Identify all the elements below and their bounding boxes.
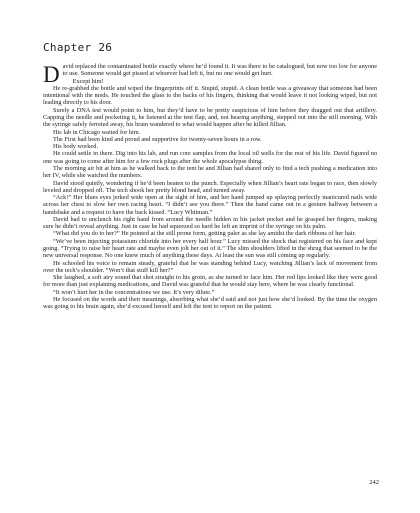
paragraph: “What did you do to her?” He pointed at the still prone form, getting paler as she lay amidst the dark ribbons of her hair.	[53, 230, 356, 238]
paragraph: The First had been kind and proud and supportive for twenty-seven hours in a row.	[53, 135, 262, 143]
page-number: 242	[369, 479, 379, 486]
paragraph: Surely a DNA test would point to him, but they’d have to be pretty suspicious of him before they dragged out that artillery. Capping the needle and pocketing it, he listened at the tent flap, and, not hearing anything, stepped out into the still morning. With the syringe safely ferreted away, his brain wandered to what would happen after he killed Jillian.	[43, 106, 377, 129]
paragraph: His lab in Chicago waited for him.	[53, 128, 141, 136]
paragraph: The morning air bit at him as he walked back to the tent he and Jillian had shared only to find a tech pushing a medication into her IV, while she watched the numbers.	[43, 164, 377, 180]
paragraph: Except him!	[72, 77, 104, 85]
paragraph: She laughed, a soft airy sound that shot straight to his groin, as she turned to face him. Her red lips looked like they were good for more than just explaining medications, and David was grateful that he would stay here, where he was clearly functional.	[43, 274, 377, 289]
paragraph: He focused on the words and their meanings, absorbing what she’d said and not just how she’d looked. By the time the oxygen was going to his brain again, she’d excused herself and left the tent to report on the patient.	[43, 296, 377, 311]
paragraph: He re-grabbed the bottle and wiped the fingerprints off it. Stupid, stupid. A clean bottle was a giveaway that someone had been intentional with the meds. He touched the glass to the backs of his fingers, thinking that would leave it not looking wiped, but not leading directly to his door.	[43, 84, 377, 107]
drop-cap: D	[43, 63, 60, 87]
paragraph: He schooled his voice to remain steady, grateful that he was standing behind Lucy, watching Jillian’s lack of movement from over the tech’s shoulder. “Won’t that stuff kill her?”	[43, 259, 377, 274]
paragraph: His body worked.	[53, 143, 98, 151]
paragraph: David stood quietly, wondering if he’d been beaten to the punch. Especially when Jillian’s heart rate began to race, then slowly leveled and dropped off. The tech shook her pretty blond head, and turned away.	[43, 179, 377, 194]
paragraph: He could settle in there. Dig into his lab, and run core samples from the local oil wells for the rest of his life. David figured no one was going to come after him for a few rock plugs after the whole apocalypse thing.	[43, 150, 377, 165]
paragraph: “It won’t hurt her in the concentrations we use. It’s very dilute.”	[53, 288, 215, 296]
body-text	[43, 63, 377, 473]
paragraph: “We’ve been injecting potassium chloride into her every half hour.” Lucy missed the shock that registered on his face and kept going. “Trying to raise her heart rate and maybe even jolt her out of it.” The slim shoulders lifted in the shrug that seemed to be the new universal response. No one knew much of anything these days. At least the sun was still coming up regularly.	[43, 237, 377, 260]
paragraph: David had to unclench his right hand from around the needle hidden in his jacket pocket and he grasped her fingers, making sure he didn’t reveal anything. Just in case he had squeezed so hard he left an imprint of the syringe on his palm.	[43, 215, 377, 231]
paragraph: “Ack!” Her blues eyes jerked wide open at the sight of him, and her hand jumped up splaying perfectly manicured nails wide across her chest to slow her own racing heart. “I didn’t see you there.” Then the hand came out in a gesture halfway between a handshake and a request to have the back kissed. “Lucy Whitman.”	[43, 194, 377, 216]
chapter-heading: Chapter 26	[43, 41, 113, 54]
paragraph-text: avid replaced the contaminated bottle exactly where he’d found it. It was there to be catalogued, but now too low for anyone to use. Someone would get pissed at whoever had left it, but no one would get hurt.	[62, 63, 377, 78]
